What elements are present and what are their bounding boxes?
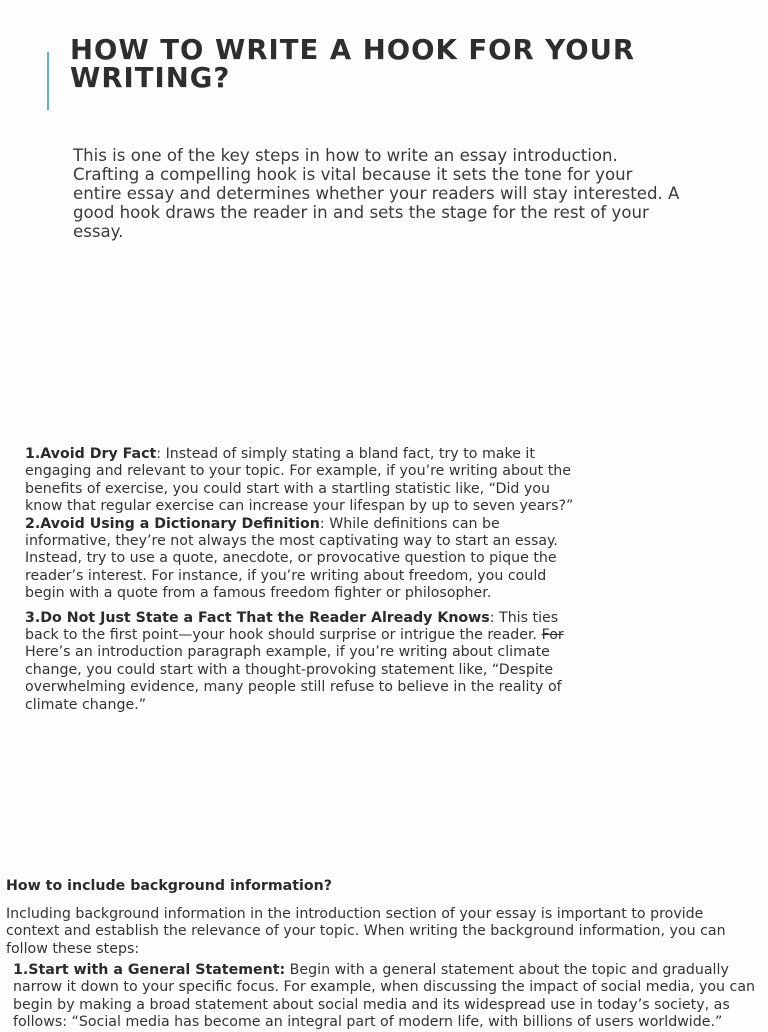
- page-title: HOW TO WRITE A HOOK FOR YOUR WRITING?: [70, 34, 636, 94]
- tip-label: 1.Avoid Dry Fact: [25, 446, 157, 462]
- tip-label: 2.Avoid Using a Dictionary Definition: [25, 515, 320, 532]
- background-heading: How to include background information?: [6, 878, 332, 894]
- background-steps-list: [13, 962, 758, 1032]
- tip-text: : Instead of simply stating a bland fact, try to make it engaging and relevant to your topic. For example, if you’re writing about the benefits of exercise, you could start with a startling statistic like, “Did you know that regular exercise can increase your lifespan by up to seven years?”: [25, 446, 574, 515]
- step-item: [13, 962, 758, 1032]
- tip-item: [25, 446, 580, 516]
- background-intro: Including background information in the introduction section of your essay is important to provide context and establish the relevance of your topic. When writing the background information, you can follow these steps:: [6, 906, 726, 957]
- step-label: 1.Start with a General Statement:: [13, 962, 286, 978]
- tip-label: 3.Do Not Just State a Fact That the Reader Already Knows: [25, 609, 490, 626]
- tip-text: : While definitions can be informative, they’re not always the most captivating way to start an essay. Instead, try to use a quote, anecdote, or provocative question to pique the reader’s interest. For instance, if you’re writing about freedom, you could begin with a quote from a famous freedom fighter or philosopher.: [25, 515, 558, 602]
- hook-tips-list: [25, 446, 580, 714]
- struck-text: For: [541, 627, 564, 644]
- step-text: Begin with a general statement about the topic and gradually narrow it down to your specific focus. For example, when discussing the impact of social media, you can begin by making a broad statement about social media and its widespread use in today’s society, as follows: “Social media has become an integral part of modern life, with billions of users worldwide.”: [13, 962, 756, 1031]
- tip-text: : This ties back to the first point—your hook should surprise or intrigue the reader.: [25, 609, 559, 644]
- intro-paragraph: This is one of the key steps in how to write an essay introduction. Crafting a compelling hook is vital because it sets the tone for your entire essay and determines whether your readers will stay interested. A good hook draws the reader in and sets the stage for the rest of your essay.: [73, 146, 680, 241]
- tip-text-continued: Here’s an introduction paragraph example, if you’re writing about climate change, you could start with a thought-provoking statement like, “Despite overwhelming evidence, many people still refuse to believe in the reality of climate change.”: [25, 644, 562, 713]
- tip-item: [25, 610, 580, 714]
- title-accent-bar: [47, 52, 49, 110]
- tip-item: [25, 516, 580, 603]
